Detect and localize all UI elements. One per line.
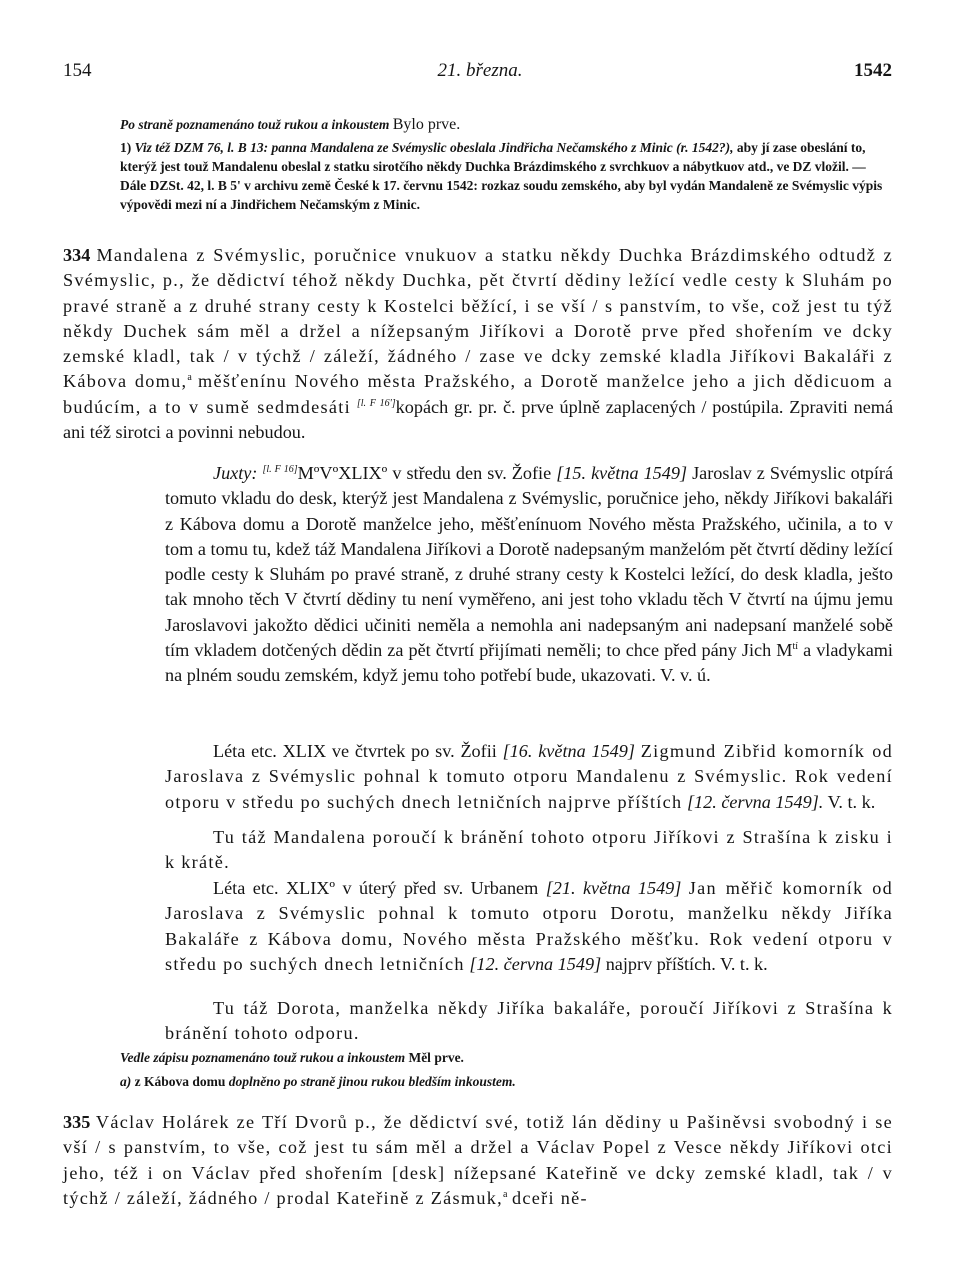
juxta-label: Juxty: bbox=[213, 463, 258, 483]
juxta-sup: tí bbox=[792, 641, 798, 653]
juxta-body: Jaroslav z Svémyslic otpírá tomuto vkladu do desk, kterýž jest Mandalena z Svémyslic, poručnice jeho, někdy Jiříkovi bakaláři z Kábova domu a Dorotě manželce jeho, měšťenínuom Nového města Pražského, učinila, a to v tom a tomu tu, kdež táž Mandalena Jiříkovi a Dorotě nadepsaným manželóm pět čtvrtí dědiny ležící podle cesty k Sluhám po pravé straně, z druhé strany cesty k Kostelci ležící, do desk kladla, ješto tak mnoho těch V čtvrtí dědiny tu není vyměřeno, ani jest toho vkladu těch V čtvrtí na újmu jemu Jaroslavovi jakožto dědici učiniti neměla a nemohla ani nadepsaným ani nadepsaní manželé sobě tím vkladem dotčených dědin za pět čtvrtí přijímati neměli; to chce před pány Jich M bbox=[165, 463, 894, 661]
note-mark: a) bbox=[120, 1074, 132, 1089]
footnote-text-b: aby jí zase obeslání to, kterýž jest touž Mandalenu obeslal z statku sirotčího někdy Duchka Brázdimského z svrchkuov a nábytkuov atd., ve DZ vložil. — Dále DZSt. 42, l. B 5' v archivu země České k 17. červnu 1542: rozkaz soudu zemského, aby byl vydán Mandaleně ze Svémyslic výpis výpovědi mezi ní a Jindřichem Nečamským z Minic. bbox=[120, 140, 883, 212]
entry-334-main bbox=[63, 243, 893, 445]
note-marker: a bbox=[187, 372, 192, 384]
footnote-1 bbox=[120, 138, 893, 214]
page-number: 154 bbox=[63, 60, 92, 81]
juxta-paragraph bbox=[165, 461, 893, 689]
juxta-body-end: a vladykami na plném soudu zemském, když jemu toho potřebí bude, ukazovati. V. v. ú. bbox=[165, 640, 893, 686]
footnote-text-a: Viz též DZM 76, l. B 13: panna Mandalena ze Svémyslic obeslala Jindřicha Nečamského z Minic (r. 1542?), bbox=[134, 140, 734, 155]
summons-date: [16. května 1549] bbox=[502, 741, 635, 761]
summons-paragraph-2 bbox=[165, 876, 893, 977]
proxy-paragraph-2 bbox=[165, 996, 893, 1047]
summons-date: [12. června 1549] bbox=[469, 953, 602, 974]
note-italic: Vedle zápisu poznamenáno touž rukou a inkoustem bbox=[120, 1050, 406, 1065]
juxta-date: [15. května 1549] bbox=[556, 463, 688, 483]
entry-text: Mandalena z Svémyslic, poručnice vnukuov a statku někdy Duchka Brázdimského odtudž z Svémyslic, p., že dědictví téhož někdy Duchka, pět čtvrtí dědiny ležící vedle cesty k Sluhám po pravé straně a z druhé strany cesty k Kostelci běžící, i se vší / s panstvím, to vše, což jest tu týž někdy Duchek sám měl a držel a nížepsaným Jiříkovi a Dorotě prve před shořením ve dcky zemské kladl, tak / v týchž / záleží, žádného / zase ve dcky zemské kladla Jiříkovi Bakaláři z Kábova domu, bbox=[63, 245, 894, 392]
proxy-paragraph-1 bbox=[165, 825, 893, 876]
proxy-text: Tu táž Dorota, manželka někdy Jiříka bakaláře, poroučí Jiříkovi z Strašína k bránění tohoto odporu. bbox=[165, 998, 893, 1044]
summons-text: Léta etc. XLIX ve čtvrtek po sv. Žofii bbox=[213, 741, 497, 761]
entry-text-end: kopách gr. pr. č. prve úplně zaplacených / postúpila. Zpraviti nemá ani též sirotci a povinni nebudou. bbox=[63, 396, 894, 443]
marginal-note bbox=[120, 1048, 893, 1067]
top-note bbox=[120, 115, 893, 134]
note-text: Bylo prve. bbox=[392, 116, 461, 133]
summons-text-end: najprv příštích. V. t. k. bbox=[605, 953, 768, 974]
footnote-mark: 1) bbox=[120, 140, 132, 155]
summons-text: Zigmund Zibřid komorník od Jaroslava z Svémyslic pohnal k tomuto otporu Mandalenu z Svémyslic. Rok vedení otporu v středu po suchých dnech letničních najprve příštích bbox=[165, 741, 893, 812]
summons-date: [12. června 1549]. bbox=[686, 791, 824, 812]
entry-text: Václav Holárek ze Tří Dvorů p., že dědictví své, totiž lán dědiny u Pašiněvsi svobodný i se vší / s panstvím, to vše, což jest tu sám měl a držel a Václav Popel z Vesce někdy Jiříkovi otci jeho, též i on Václav před shořením [desk] nížepsané Kateřině ve dcky zemské kladl, tak / v týchž / záleží, žádného / prodal Kateřině z Zásmuk, bbox=[63, 1112, 893, 1208]
summons-paragraph-1 bbox=[165, 739, 893, 815]
entry-number: 334 bbox=[63, 245, 91, 265]
running-date: 21. března. bbox=[437, 60, 523, 81]
entry-text-cont: měšťenínu Nového města Pražského, a Dorotě manželce jeho a jich dědicuom a budúcím, a to v sumě sedmdesáti bbox=[63, 371, 894, 417]
summons-text: Léta etc. XLIXº v úterý před sv. Urbanem bbox=[213, 878, 539, 898]
folio-ref: [l. F 16] bbox=[262, 463, 298, 475]
note-text: Měl prve. bbox=[408, 1050, 464, 1065]
running-year: 1542 bbox=[854, 60, 892, 81]
juxta-text: MºVºXLIXº v středu den sv. Žofie bbox=[297, 463, 552, 483]
note-italic: Po straně poznamenáno touž rukou a inkoustem bbox=[120, 117, 390, 132]
proxy-text: Tu táž Mandalena poroučí k bránění tohoto otporu Jiříkovi z Strašína k zisku i k krátě. bbox=[165, 827, 893, 873]
note-text: z Kábova domu bbox=[134, 1074, 226, 1089]
note-marker: a bbox=[503, 1188, 508, 1200]
summons-text-end: V. t. k. bbox=[827, 791, 876, 812]
entry-text-end: dceři ně- bbox=[512, 1187, 588, 1208]
entry-335-main bbox=[63, 1110, 893, 1211]
note-italic: doplněno po straně jinou rukou bledším inkoustem. bbox=[228, 1074, 516, 1089]
entry-number: 335 bbox=[63, 1112, 91, 1132]
summons-date: [21. května 1549] bbox=[545, 878, 682, 898]
textual-note-a bbox=[120, 1072, 893, 1091]
folio-ref: [l. F 16'] bbox=[356, 397, 396, 409]
summons-text: Jan měřič komorník od Jaroslava z Svémyslic pohnal k tomuto otporu Dorotu, manželku někdy Jiříka Bakaláře z Kábova domu, Nového města Pražského měšťku. Rok vedení otporu v středu po suchých dnech letničních bbox=[165, 878, 894, 974]
